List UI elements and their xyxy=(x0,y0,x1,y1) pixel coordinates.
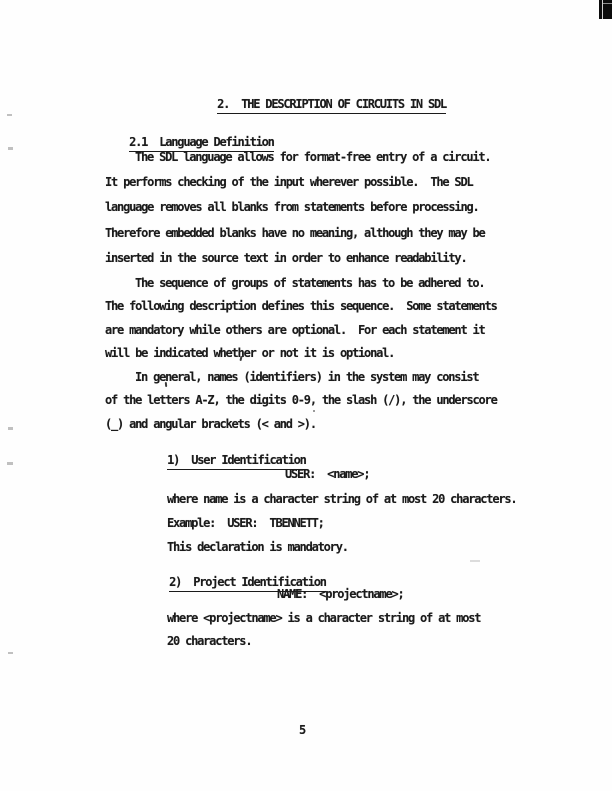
item-1-heading xyxy=(143,442,306,467)
scan-speck xyxy=(7,114,12,116)
text-line: are mandatory while others are optional. For each statement it xyxy=(105,323,485,337)
text-line: The SDL language allows for format-free entry of a circuit. xyxy=(135,150,491,164)
text-line: where name is a character string of at most 20 characters. xyxy=(167,492,517,506)
text-line: Example: USER: TBENNETT; xyxy=(167,516,324,530)
scan-dot-mark xyxy=(313,410,315,412)
item-2-heading xyxy=(145,564,326,589)
section-heading xyxy=(105,124,274,149)
text-line: The following description defines this sequence. Some statements xyxy=(105,299,497,313)
text-line: of the letters A-Z, the digits 0-9, the slash (/), the underscore xyxy=(105,393,497,407)
item-1-heading-text: 1) User Identification xyxy=(167,454,306,470)
text-line: (_) and angular brackets (< and >). xyxy=(105,417,316,431)
scan-speck xyxy=(470,560,480,562)
text-line: inserted in the source text in order to enhance readability. xyxy=(105,251,467,265)
page-title xyxy=(193,86,447,111)
scan-corner-mark xyxy=(599,0,612,19)
text-line: 20 characters. xyxy=(167,634,252,648)
text-line: This declaration is mandatory. xyxy=(167,540,348,554)
item-2-code-line: NAME: <projectname>; xyxy=(277,587,404,601)
scan-speck xyxy=(8,427,13,430)
text-line: will be indicated whether or not it is optional. xyxy=(105,346,395,360)
text-line: Therefore embedded blanks have no meaning, although they may be xyxy=(105,226,485,240)
scan-corner-notch xyxy=(603,3,612,4)
text-line: where <projectname> is a character string of at most xyxy=(167,611,481,625)
text-line: The sequence of groups of statements has to be adhered to. xyxy=(135,276,485,290)
scan-speck xyxy=(7,462,13,465)
text-line: language removes all blanks from statements before processing. xyxy=(105,200,479,214)
item-2-heading-text: 2) Project Identification xyxy=(169,576,326,592)
section-heading-text: 2.1 Language Definition xyxy=(129,136,274,152)
scan-speck xyxy=(8,147,13,150)
page-title-text: 2. THE DESCRIPTION OF CIRCUITS IN SDL xyxy=(217,98,446,114)
page-number: 5 xyxy=(299,723,306,737)
text-line: It performs checking of the input wherever possible. The SDL xyxy=(105,175,473,189)
text-line: In general, names (identifiers) in the system may consist xyxy=(135,370,479,384)
item-1-code-line: USER: <name>; xyxy=(285,467,370,481)
scan-speck xyxy=(8,652,13,654)
